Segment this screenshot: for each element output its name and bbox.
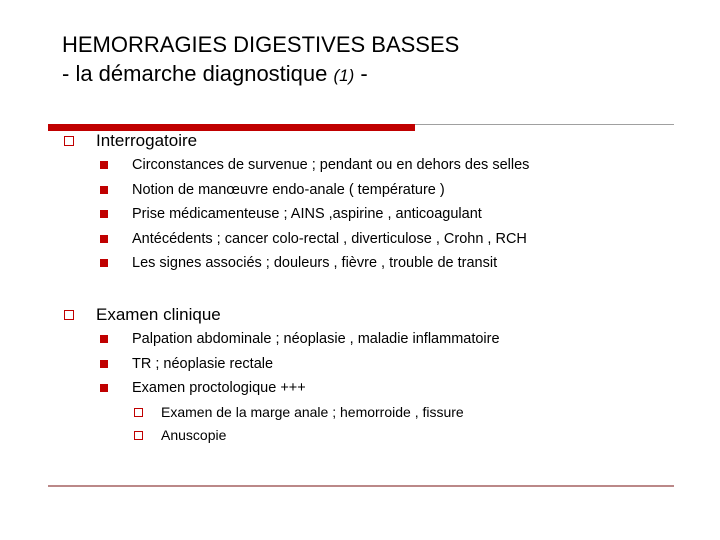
title-line-2-end: - [354, 61, 368, 86]
list-item [64, 202, 529, 227]
list-item [64, 352, 500, 377]
hollow-square-bullet-icon [64, 136, 74, 146]
square-bullet-icon [100, 210, 108, 218]
hollow-square-bullet-icon [64, 310, 74, 320]
title-line-1: HEMORRAGIES DIGESTIVES BASSES [62, 32, 460, 57]
section-heading [64, 129, 529, 153]
list-item-text: Palpation abdominale ; néoplasie , maladie inflammatoire [132, 331, 500, 348]
sub-list-item [64, 424, 500, 447]
square-bullet-icon [100, 186, 108, 194]
title-line-2-number: (1) [333, 66, 355, 85]
list-item-text: Examen proctologique +++ [132, 380, 306, 397]
title-line-2 [62, 59, 459, 90]
list-item-text: Notion de manœuvre endo-anale ( température ) [132, 181, 445, 198]
list-item-text: TR ; néoplasie rectale [132, 355, 274, 372]
section-interrogatoire [64, 129, 529, 276]
square-bullet-icon [100, 161, 108, 169]
heading-text: Interrogatoire [96, 131, 198, 150]
list-item-text: Antécédents ; cancer colo-rectal , diverticulose , Crohn , RCH [132, 230, 527, 247]
section-heading [64, 303, 500, 327]
sub-list-item-text: Examen de la marge anale ; hemorroide , fissure [161, 404, 464, 420]
square-bullet-icon [100, 360, 108, 368]
title-line-2-main: - la démarche diagnostique [62, 61, 334, 86]
hollow-square-bullet-icon [134, 431, 143, 440]
sub-list-item-text: Anuscopie [161, 427, 227, 443]
hollow-square-bullet-icon [134, 408, 143, 417]
section-examen-clinique [64, 303, 500, 447]
list-item [64, 178, 529, 203]
slide-title [62, 30, 459, 90]
list-item [64, 327, 500, 352]
list-item-text: Circonstances de survenue ; pendant ou en dehors des selles [132, 157, 530, 174]
list-item [64, 153, 529, 178]
square-bullet-icon [100, 259, 108, 267]
list-item-text: Les signes associés ; douleurs , fièvre , trouble de transit [132, 255, 498, 272]
square-bullet-icon [100, 235, 108, 243]
square-bullet-icon [100, 384, 108, 392]
list-item-text: Prise médicamenteuse ; AINS ,aspirine , anticoagulant [132, 206, 482, 223]
sub-list-item [64, 401, 500, 424]
list-item [64, 251, 529, 276]
heading-text: Examen clinique [96, 305, 221, 324]
square-bullet-icon [100, 335, 108, 343]
list-item [64, 376, 500, 401]
list-item [64, 227, 529, 252]
bottom-divider-line [48, 485, 674, 487]
